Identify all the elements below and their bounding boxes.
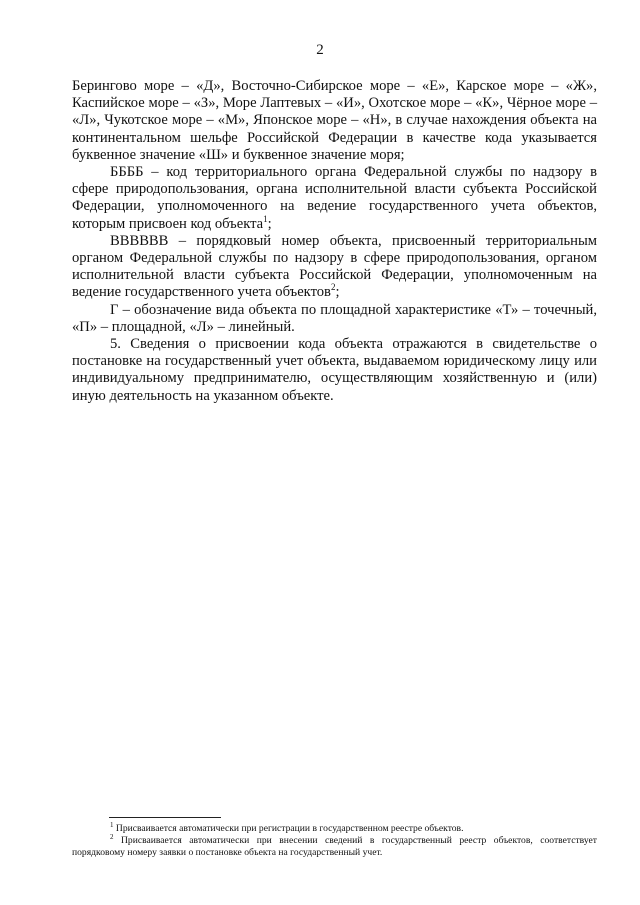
- footnote-divider: [109, 817, 221, 818]
- paragraph-serial-number-text: ВВВВВВ – порядковый номер объекта, присвоенный территориальным органом Федеральной службы по надзору в сфере природопользования, органом исполнительной власти субъекта Российской Федерации, уполномоченным на ведение государственного учета объектов: [72, 232, 597, 301]
- paragraph-seas-codes: Берингово море – «Д», Восточно-Сибирское море – «Е», Карское море – «Ж», Каспийское море – «З», Море Лаптевых – «И», Охотское море – «К», Чёрное море – «Л», Чукотское море – «М», Японское море – «Н», в случае нахождения объекта на континентальном шельфе Российской Федерации в качестве кода указывается буквенное значение «Ш» и буквенное значение моря;: [72, 78, 597, 163]
- footnote-ref-2[interactable]: 2: [330, 282, 336, 293]
- paragraph-serial-number-end: ;: [335, 284, 340, 301]
- paragraph-object-type: Г – обозначение вида объекта по площадной характеристике «Т» – точечный, «П» – площадной, «Л» – линейный.: [72, 301, 597, 335]
- page-number: 2: [316, 42, 324, 58]
- paragraph-territorial-code: [72, 164, 597, 233]
- footnote-1-mark: 1: [110, 820, 114, 829]
- paragraph-certificate: 5. Сведения о присвоении кода объекта отражаются в свидетельстве о постановке на государственный учет объекта, выдаваемом юридическому лицу или индивидуальному предпринимателю, осуществляющим хозяйственную и (или) иную деятельность на указанном объекте.: [72, 336, 597, 404]
- footnote-1-text: Присваивается автоматически при регистрации в государственном реестре объектов.: [113, 823, 464, 834]
- paragraph-territorial-code-text: ББББ – код территориального органа Федеральной службы по надзору в сфере природопользования, органа исполнительной власти субъекта Российской Федерации, уполномоченного на ведение государственного учета объектов, которым присвоен код объекта: [72, 164, 597, 232]
- paragraph-territorial-code-end: ;: [267, 215, 272, 232]
- footnote-ref-1[interactable]: 1: [263, 213, 268, 224]
- footnote-1: [72, 820, 597, 835]
- footnote-2: [72, 832, 597, 859]
- paragraph-serial-number: [72, 233, 597, 302]
- footnotes: [72, 820, 597, 859]
- footnote-2-text: Присваивается автоматически при внесении сведений в государственный реестр объектов, соответствует порядковому номеру заявки о постановке объекта на государственный учет.: [72, 835, 597, 858]
- footnote-2-mark: 2: [110, 832, 114, 841]
- document-body: [72, 78, 597, 405]
